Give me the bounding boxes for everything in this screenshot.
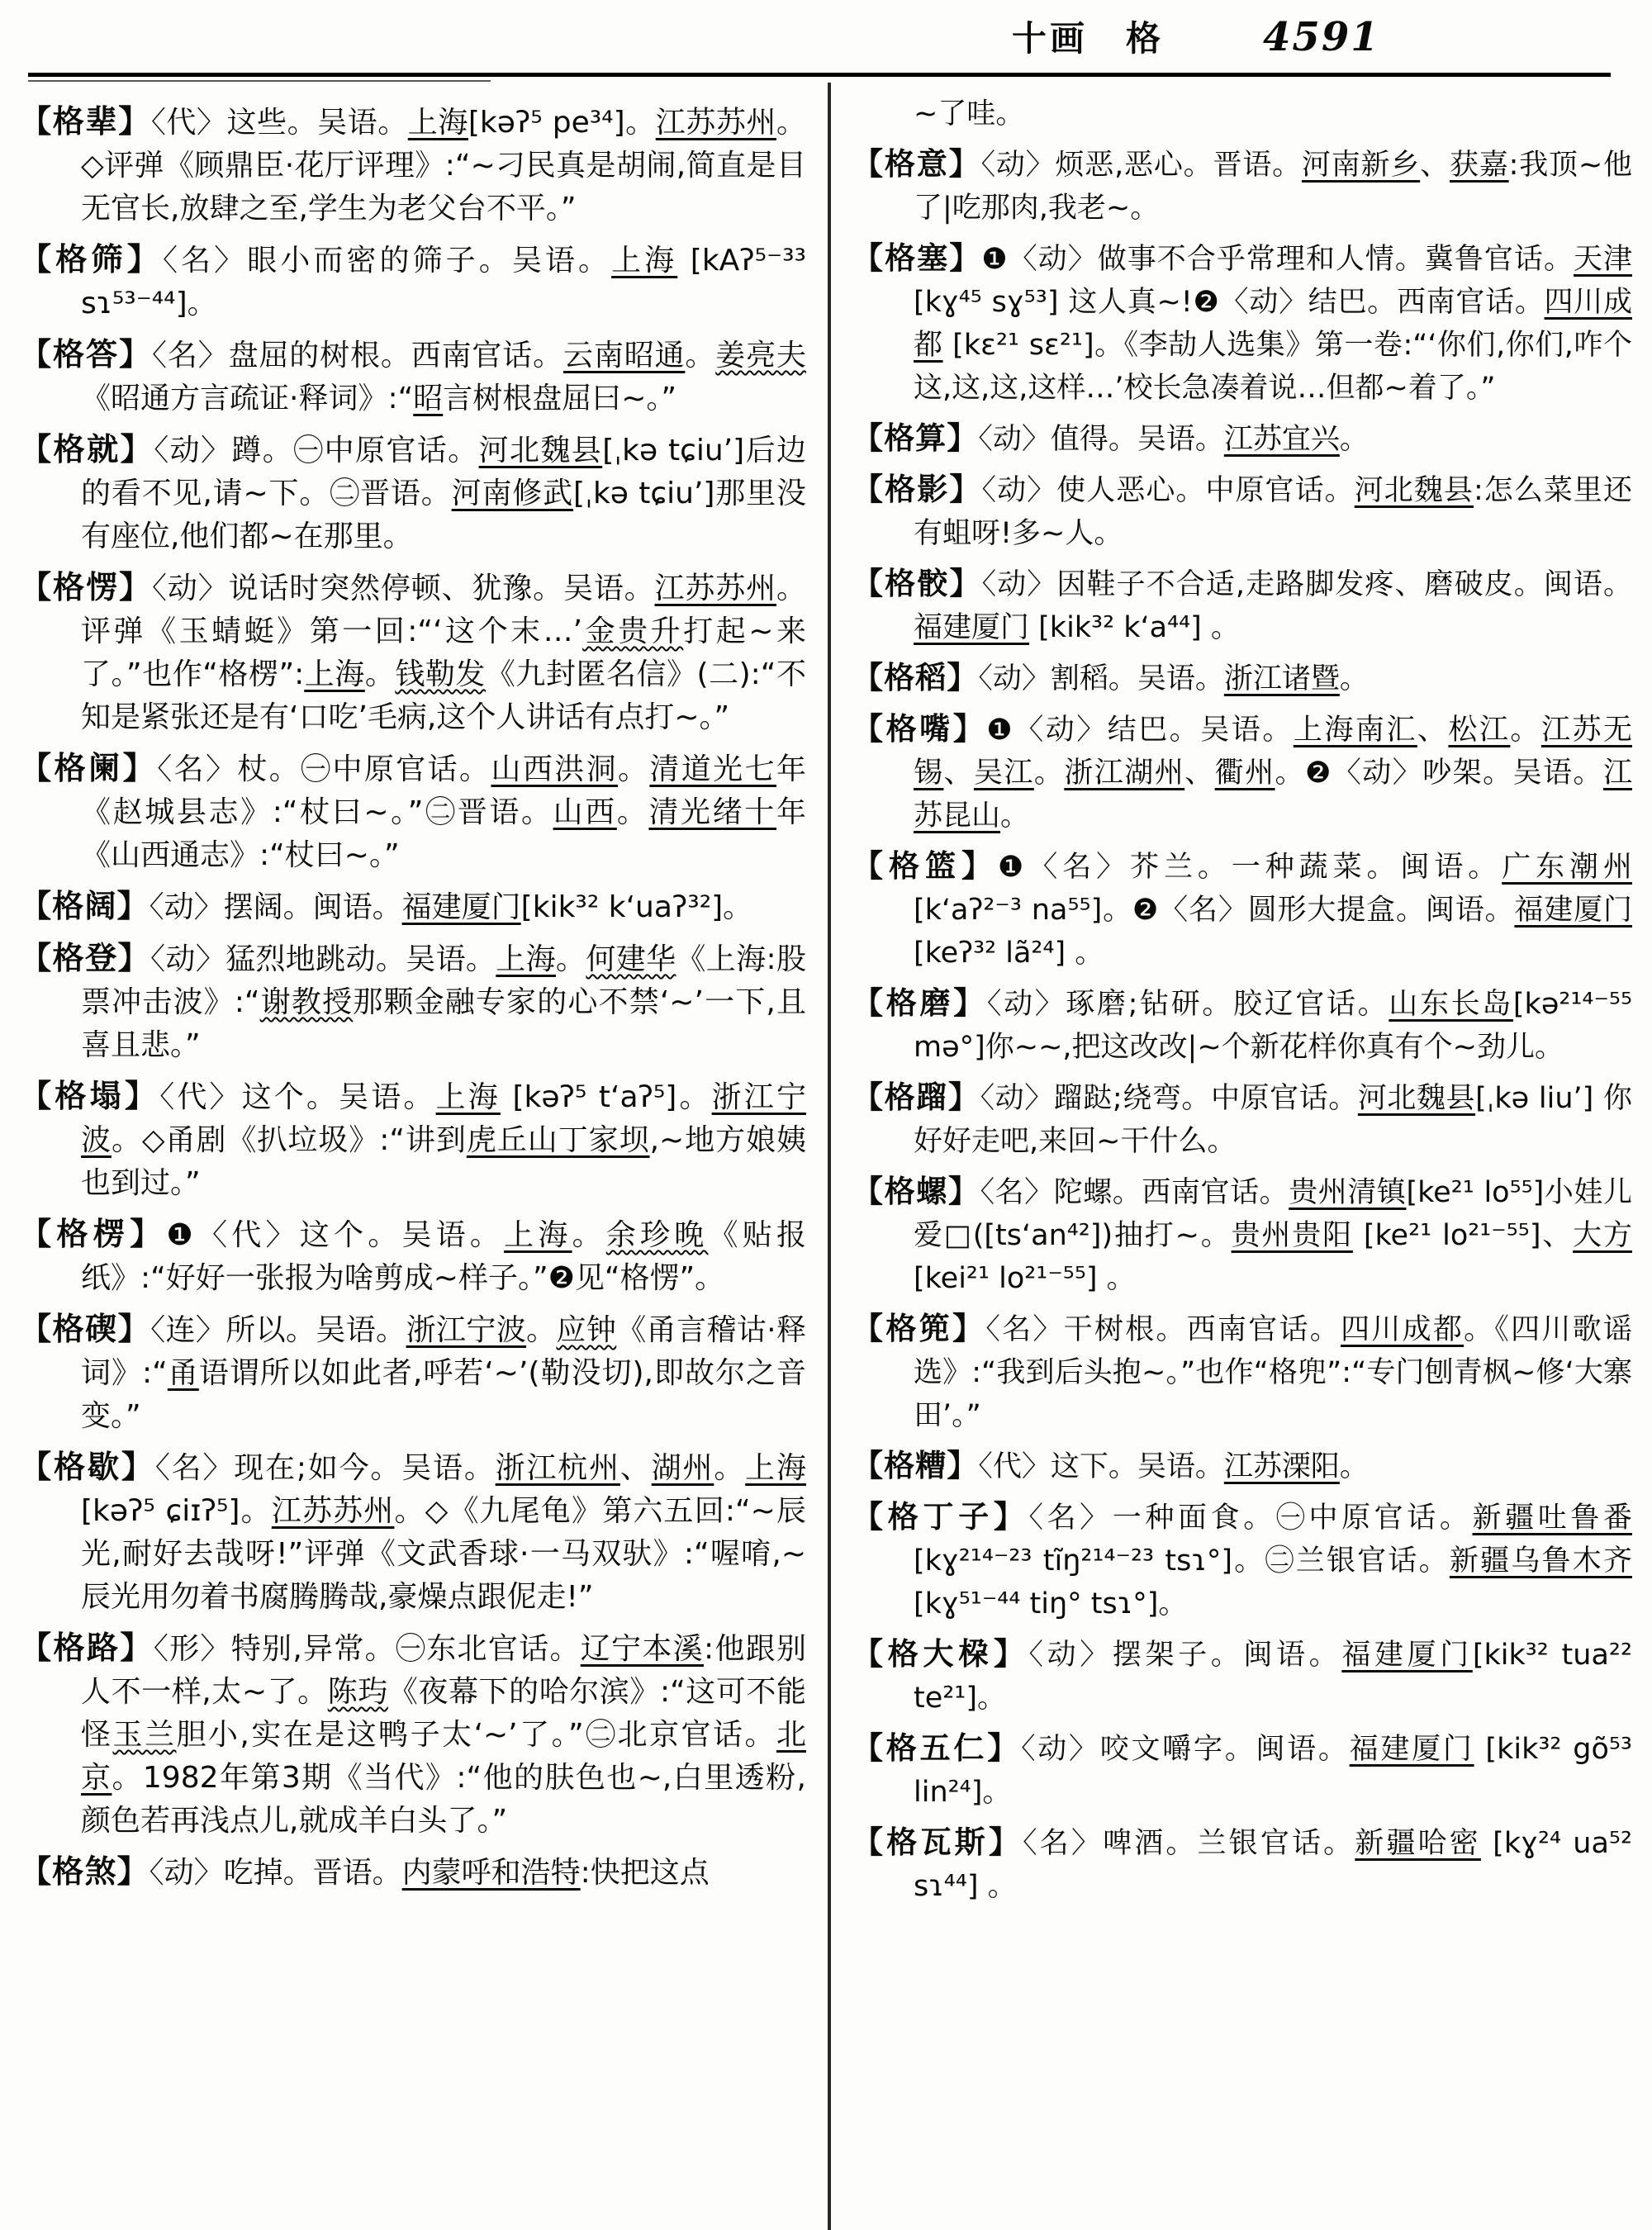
entry-text: 〈名〉眼小而密的筛子。吴语。 <box>162 244 612 278</box>
place-name: 上海 <box>611 244 678 278</box>
dictionary-entry <box>852 468 1632 555</box>
entry-text: 胆小,实在是这鸭子太‘~’了。”㊁北京官话。 <box>176 1718 776 1752</box>
entry-text: ❶〈名〉芥兰。一种蔬菜。闽语。 <box>998 851 1502 884</box>
entry-text: ❶〈动〉结巴。吴语。 <box>986 714 1294 747</box>
entry-headword: 【格辈】 <box>20 103 151 140</box>
entry-text: [keʔ³² lã²⁴] 。 <box>914 937 1104 970</box>
entry-headword: 【格骹】 <box>852 566 982 601</box>
entry-text: [kəʔ⁵ pe³⁴]。 <box>468 106 656 140</box>
place-name: 获嘉 <box>1449 149 1509 182</box>
entry-text: 、 <box>620 1451 652 1485</box>
entry-headword: 【格糟】 <box>852 1448 979 1483</box>
entry-text: 。《四川歌谣选》:“我到后头抱~。”也作“格兜”:“专门刨青枫~修‘大寨田’。” <box>914 1313 1632 1432</box>
page-header <box>1012 12 1380 61</box>
place-name: 山东长岛 <box>1389 988 1513 1021</box>
entry-text: 〈代〉这下。吴语。 <box>978 1450 1224 1483</box>
place-name: 山西 <box>553 795 617 829</box>
entry-text: 〈动〉说话时突然停顿、犹豫。吴语。 <box>152 572 655 605</box>
dictionary-entry <box>20 333 806 420</box>
entry-headword: 【格瓦斯】 <box>852 1824 1023 1860</box>
place-name: 广东潮州 <box>1502 851 1632 884</box>
place-name: 上海南汇 <box>1293 714 1417 747</box>
entry-text: 。 <box>1339 1450 1369 1483</box>
entry-headword: 【格嘴】 <box>852 711 987 747</box>
entry-text: 、 <box>1417 714 1449 747</box>
entry-headword: 【格路】 <box>20 1630 154 1666</box>
entry-text: 言树根盘屈曰~。” <box>443 382 677 415</box>
entry-text: 。◇《九尾龟》第六五回:“~辰光,耐好去哉呀!”评弹《文武香球·一马双驮》:“喔唷,~辰光用勿着书腐腾腾哉,豪燥点跟伲走!” <box>81 1494 806 1614</box>
radical-label: 格 <box>1126 18 1165 59</box>
entry-headword: 【格稻】 <box>852 660 979 695</box>
entry-text: 〈动〉烦恶,恶心。晋语。 <box>980 149 1302 182</box>
entry-text: 。 <box>618 752 650 786</box>
column-divider <box>828 83 831 2230</box>
entry-headword: 【格阑】 <box>20 750 158 786</box>
proper-name: 陈玙 <box>327 1675 388 1709</box>
proper-name: 钱勒发 <box>395 657 486 691</box>
entry-text: 。 <box>616 795 649 829</box>
entry-text: 。 <box>685 339 716 372</box>
place-name: 上海 <box>407 106 468 140</box>
place-name: 内蒙呼和浩特 <box>401 1856 581 1890</box>
dictionary-entry <box>20 885 806 929</box>
place-name: 河北魏县 <box>1357 1082 1476 1115</box>
dictionary-entry <box>852 237 1632 410</box>
dictionary-entry <box>20 937 806 1067</box>
dictionary-entry <box>20 428 806 558</box>
entry-text: 《甬言稽诂·释词》:“ <box>81 1313 806 1390</box>
entry-text: [kik³² k‘a⁴⁴] 。 <box>1029 611 1240 644</box>
entry-headword: 【格楞】 <box>20 1216 167 1252</box>
entry-text: 〈名〉现在;如今。吴语。 <box>154 1451 496 1485</box>
entry-headword: 【格塞】 <box>852 240 982 276</box>
place-name: 江苏苏州 <box>654 572 776 605</box>
proper-name: 姜亮夫 <box>715 339 806 372</box>
entry-text: 。◇评弹《顾鼎臣·花厅评理》:“~刁民真是胡闹,简直是目无官长,放肆之至,学生为老父台不平。” <box>81 106 806 225</box>
entry-text: [ke²¹ lo²¹⁻⁵⁵]、 <box>1352 1219 1574 1252</box>
entry-text: [kəʔ⁵ t‘aʔ⁵]。 <box>500 1080 712 1114</box>
entry-headword: 【格五仁】 <box>852 1730 1022 1766</box>
dictionary-entry <box>852 1170 1632 1300</box>
entry-headword: 【格答】 <box>20 336 153 372</box>
entry-headword: 【格磨】 <box>852 985 987 1021</box>
place-name: 北京 <box>81 1718 806 1795</box>
place-name: 衢州 <box>1214 757 1275 790</box>
entry-text: 打起~来了。”也作“格楞”: <box>81 614 806 691</box>
place-name: 浙江湖州 <box>1064 757 1185 790</box>
entry-headword: 【格螺】 <box>852 1174 980 1209</box>
place-name: 浙江宁波 <box>81 1080 806 1157</box>
place-name: 江苏溧阳 <box>1223 1450 1340 1483</box>
place-name: 江苏苏州 <box>271 1494 395 1528</box>
entry-text: 。◇甬剧《扒垃圾》:“讲到 <box>111 1123 467 1157</box>
place-name: 福建厦门 <box>1349 1733 1474 1766</box>
place-name: 浙江诸暨 <box>1223 662 1340 695</box>
place-name: 云南昭通 <box>563 339 686 372</box>
entry-text: 《九封匿名信》(二):“不知是紧张还是有‘口吃’毛病,这个人讲话有点打~。” <box>81 657 806 734</box>
entry-headword: 【格影】 <box>852 472 982 507</box>
dictionary-entry <box>852 1821 1632 1908</box>
entry-headword: 【格篮】 <box>852 848 998 884</box>
entry-text: 。 <box>572 1218 606 1252</box>
place-name: 吴江 <box>973 757 1034 790</box>
place-name: 上海 <box>745 1451 806 1485</box>
entry-text: 、 <box>1184 757 1215 790</box>
entry-text: :快把这点 <box>580 1856 710 1890</box>
entry-text: 〈动〉蹲。㊀中原官话。 <box>154 434 479 467</box>
place-name: 上海 <box>304 657 365 691</box>
place-name: 山西洪洞 <box>491 752 619 786</box>
entry-text: 年《赵城县志》:“杖曰~。”㊁晋语。 <box>81 752 806 829</box>
entry-text: 。❷〈动〉吵架。吴语。 <box>1275 757 1603 790</box>
entry-text: [kik³² tua²² te²¹]。 <box>914 1639 1632 1715</box>
proper-name: 应钟 <box>556 1313 617 1347</box>
dictionary-entry <box>852 562 1632 649</box>
entry-headword: 【格登】 <box>20 940 151 976</box>
dictionary-entry <box>20 1307 806 1438</box>
entry-text: 〈名〉一种面食。㊀中原官话。 <box>1028 1502 1473 1535</box>
place-name: 贵州贵阳 <box>1231 1219 1353 1252</box>
place-name: 福建厦门 <box>401 890 521 924</box>
entry-text: [kik³² gõ⁵³ lin²⁴]。 <box>914 1733 1632 1809</box>
place-name: 浙江杭州 <box>495 1451 620 1485</box>
dictionary-entry <box>852 1445 1632 1488</box>
entry-text: 〈动〉使人恶心。中原官话。 <box>981 474 1355 507</box>
dictionary-entry <box>852 982 1632 1069</box>
place-name: 上海 <box>504 1218 572 1252</box>
entry-text: [kAʔ⁵⁻³³ sɿ⁵³⁻⁴⁴]。 <box>81 244 806 320</box>
entry-text: 。 <box>1510 714 1541 747</box>
entry-headword: 【格阔】 <box>20 888 150 924</box>
place-name: 大方 <box>1573 1219 1632 1252</box>
entry-text: 《夜幕下的哈尔滨》:“这可不能怪 <box>81 1675 807 1752</box>
entry-text: 〈名〉盘屈的树根。西南官话。 <box>152 339 563 372</box>
entry-text: 那颗金融专家的心不禁‘~’一下,且喜且悲。” <box>81 985 806 1062</box>
entry-text: [kɣ²¹⁴⁻²³ tĩŋ²¹⁴⁻²³ tsɿ°]。㊁兰银官话。 <box>914 1544 1450 1578</box>
place-name: 河南修武 <box>451 477 573 510</box>
dictionary-entry <box>20 566 806 739</box>
entry-text: 〈名〉陀螺。西南官话。 <box>980 1176 1289 1209</box>
entry-text: [ˌkə liuʼ] 你好好走吧,来回~干什么。 <box>914 1082 1632 1158</box>
place-name: 福建厦门 <box>1341 1639 1473 1672</box>
entry-text: 年《山西通志》:“杖曰~。” <box>81 795 806 872</box>
entry-text: 、 <box>943 757 974 790</box>
entry-text: 〈形〉特别,异常。㊀东北官话。 <box>153 1632 581 1666</box>
place-name: 河南新乡 <box>1301 149 1421 182</box>
place-name: 新疆吐鲁番 <box>1472 1502 1632 1535</box>
entry-text: 〈代〉这些。吴语。 <box>150 106 408 140</box>
entry-text: [kə²¹⁴⁻⁵⁵ mə°]你~~,把这改改|~个新花样你真有个~劲儿。 <box>914 988 1632 1064</box>
entry-headword: 【格歇】 <box>20 1449 155 1485</box>
entry-text: 。 <box>1033 757 1065 790</box>
dictionary-entry <box>852 657 1632 700</box>
place-name: 江苏无锡 <box>914 714 1632 790</box>
entry-text: 〈名〉杖。㊀中原官话。 <box>157 752 491 786</box>
entry-text: 《贴报纸》:“好好一张报为啥剪成~样子。”❷见“格愣”。 <box>81 1218 806 1295</box>
dictionary-entry <box>20 1626 806 1843</box>
entry-headword: 【格蹓】 <box>852 1079 980 1115</box>
entry-text: 〈动〉咬文嚼字。闽语。 <box>1021 1733 1350 1766</box>
place-name: 四川成都 <box>914 286 1632 362</box>
dictionary-entry <box>20 100 806 230</box>
place-name: 昭 <box>413 382 444 415</box>
dictionary-entry <box>20 1445 806 1619</box>
place-name: 江苏宜兴 <box>1223 423 1340 456</box>
entry-text: 。 <box>714 1451 746 1485</box>
entry-headword: 【格意】 <box>852 146 981 182</box>
dictionary-entry <box>852 1633 1632 1720</box>
entry-text: [kei²¹ lo²¹⁻⁵⁵] 。 <box>914 1262 1136 1295</box>
dictionary-entry <box>852 845 1632 975</box>
place-name: 天津 <box>1573 243 1632 276</box>
dictionary-entry <box>852 1727 1632 1814</box>
entry-text: 〈动〉割稻。吴语。 <box>978 662 1224 695</box>
entry-headword: 【格篼】 <box>852 1311 986 1346</box>
dictionary-entry <box>20 1850 806 1895</box>
proper-name: 玉兰 <box>112 1718 177 1752</box>
entry-headword: 【格愣】 <box>20 569 153 605</box>
entry-text: 〈动〉蹓跶;绕弯。中原官话。 <box>980 1082 1358 1115</box>
entry-text: 〈动〉琢磨;钻研。胶辽官话。 <box>986 988 1389 1021</box>
entry-text: 《上海:股票冲击波》:“ <box>81 942 806 1019</box>
entry-text: [kik³² k‘uaʔ³²]。 <box>520 890 753 924</box>
entry-text: [kɛ²¹ sɛ²¹]。《李劼人选集》第一卷:“‘你们,你们,咋个这,这,这,这样…’校长急凑着说…但都~着了。” <box>914 329 1632 405</box>
place-name: 河北魏县 <box>1354 474 1474 507</box>
entry-text: 。 <box>364 657 396 691</box>
entry-text: ❶〈动〉做事不合乎常理和人情。冀鲁官话。 <box>981 243 1574 276</box>
dictionary-entry <box>852 708 1632 837</box>
entry-text: :怎么菜里还有蛆呀!多~人。 <box>914 474 1632 550</box>
entry-text: ,~地方娘姨也到过。” <box>81 1123 806 1200</box>
dictionary-entry <box>852 1307 1632 1437</box>
entry-text: [k‘aʔ²⁻³ na⁵⁵]。❷〈名〉圆形大提盒。闽语。 <box>914 894 1515 927</box>
dictionary-entry <box>20 1212 806 1300</box>
entry-text: 。 <box>526 1313 557 1347</box>
stroke-section-label: 十画 <box>1012 18 1089 59</box>
entry-headword: 【格丁子】 <box>852 1499 1029 1535</box>
proper-name: 余珍晚 <box>605 1218 709 1252</box>
proper-name: 谢教授 <box>259 985 354 1019</box>
entry-text: 〈名〉啤酒。兰银官话。 <box>1023 1827 1355 1860</box>
entry-text: 〈动〉猛烈地跳动。吴语。 <box>150 942 496 976</box>
entry-text: 。 <box>1000 799 1030 833</box>
entry-text: [ke²¹ lo⁵⁵]小娃儿爱□([ts‘an⁴²])抽打~。 <box>914 1176 1632 1252</box>
entry-text: 〈动〉值得。吴语。 <box>978 423 1224 456</box>
entry-text: 〈动〉摆阔。闽语。 <box>149 890 402 924</box>
place-name: 甬 <box>167 1356 199 1390</box>
entry-text: 。 <box>556 942 586 976</box>
dictionary-entry <box>852 417 1632 461</box>
entry-text: :他跟别人不一样,太~了。 <box>81 1632 806 1709</box>
place-name: 虎丘山丁家坝 <box>466 1123 650 1157</box>
place-name: 上海 <box>496 942 556 976</box>
dictionary-entry <box>852 1496 1632 1625</box>
entry-text: 、 <box>1420 149 1450 182</box>
entry-text: [ˌkə tɕiuʼ]后边的看不见,请~下。㊁晋语。 <box>81 434 806 510</box>
entry-text: [kəʔ⁵ ɕiɪʔ⁵]。 <box>81 1494 272 1528</box>
entry-text: 。 <box>1339 423 1369 456</box>
entry-headword: 【格就】 <box>20 431 154 467</box>
place-name: 清光绪十 <box>648 795 776 829</box>
header-rule <box>28 73 1611 77</box>
entry-text: ~了哇。 <box>914 97 1025 130</box>
dictionary-entry <box>20 1075 806 1205</box>
entry-text: 〈连〉所以。吴语。 <box>150 1313 406 1347</box>
place-name: 福建厦门 <box>1514 894 1632 927</box>
page-number: 4591 <box>1263 14 1380 60</box>
proper-name: 何建华 <box>586 942 676 976</box>
place-name: 四川成都 <box>1341 1313 1464 1346</box>
entry-headword: 【格算】 <box>852 420 979 456</box>
entry-text: 。 <box>1339 662 1369 695</box>
place-name: 清道光七 <box>649 752 776 786</box>
entry-text: [ˌkə tɕiuʼ]那里没有座位,他们都~在那里。 <box>81 477 806 553</box>
place-name: 上海 <box>435 1080 501 1114</box>
place-name: 新疆哈密 <box>1355 1827 1481 1860</box>
place-name: 江苏昆山 <box>914 757 1632 833</box>
entry-headword: 【格塌】 <box>20 1078 160 1114</box>
entry-text: 〈动〉吃掉。晋语。 <box>149 1856 402 1890</box>
entry-text: ❶〈代〉这个。吴语。 <box>166 1218 505 1252</box>
place-name: 浙江宁波 <box>406 1313 527 1347</box>
entry-text: [kɣ⁵¹⁻⁴⁴ tiŋ° tsɿ°]。 <box>914 1587 1188 1620</box>
place-name: 河北魏县 <box>478 434 603 467</box>
dictionary-entry <box>852 143 1632 230</box>
entry-headword: 【格大桗】 <box>852 1636 1029 1672</box>
entry-text: [kɣ²⁴ ua⁵² sɿ⁴⁴] 。 <box>914 1827 1632 1903</box>
entry-text: [kɣ⁴⁵ sɣ⁵³] 这人真~!❷〈动〉结巴。西南官话。 <box>914 286 1545 319</box>
dictionary-entry <box>20 747 806 877</box>
entry-headword: 【格筛】 <box>20 241 163 278</box>
entry-text: 语谓所以如此者,呼若‘~’(勒没切),即故尔之音变。” <box>81 1356 806 1433</box>
left-column <box>20 93 806 1902</box>
place-name: 江苏苏州 <box>655 106 776 140</box>
entry-text: 〈名〉干树根。西南官话。 <box>985 1313 1341 1346</box>
place-name: 贵州清镇 <box>1289 1176 1407 1209</box>
dictionary-entry <box>852 1076 1632 1163</box>
proper-name: 金贵升 <box>582 614 684 648</box>
entry-text: 〈动〉因鞋子不合适,走路脚发疼、磨破皮。闽语。 <box>981 568 1632 601</box>
place-name: 湖州 <box>651 1451 714 1485</box>
entry-continuation <box>852 93 1632 135</box>
entry-text: 《昭通方言疏证·释词》:“ <box>81 382 414 415</box>
dictionary-entry <box>20 238 806 325</box>
entry-text: 〈动〉摆架子。闽语。 <box>1028 1639 1342 1672</box>
entry-text: :我顶~他了|吃那肉,我老~。 <box>914 149 1632 225</box>
right-column <box>852 93 1632 1915</box>
place-name: 松江 <box>1448 714 1511 747</box>
entry-headword: 【格碶】 <box>20 1311 151 1347</box>
entry-text: 。评弹《玉蜻蜓》第一回:“‘这个末…’ <box>81 572 806 648</box>
place-name: 辽宁本溪 <box>580 1632 704 1666</box>
place-name: 福建厦门 <box>914 611 1030 644</box>
entry-text: 〈代〉这个。吴语。 <box>159 1080 436 1114</box>
place-name: 新疆乌鲁木齐 <box>1449 1544 1632 1578</box>
entry-text: 。1982年第3期《当代》:“他的肤色也~,白里透粉,颜色若再浅点儿,就成羊白头了。” <box>81 1761 806 1838</box>
entry-headword: 【格煞】 <box>20 1853 150 1890</box>
